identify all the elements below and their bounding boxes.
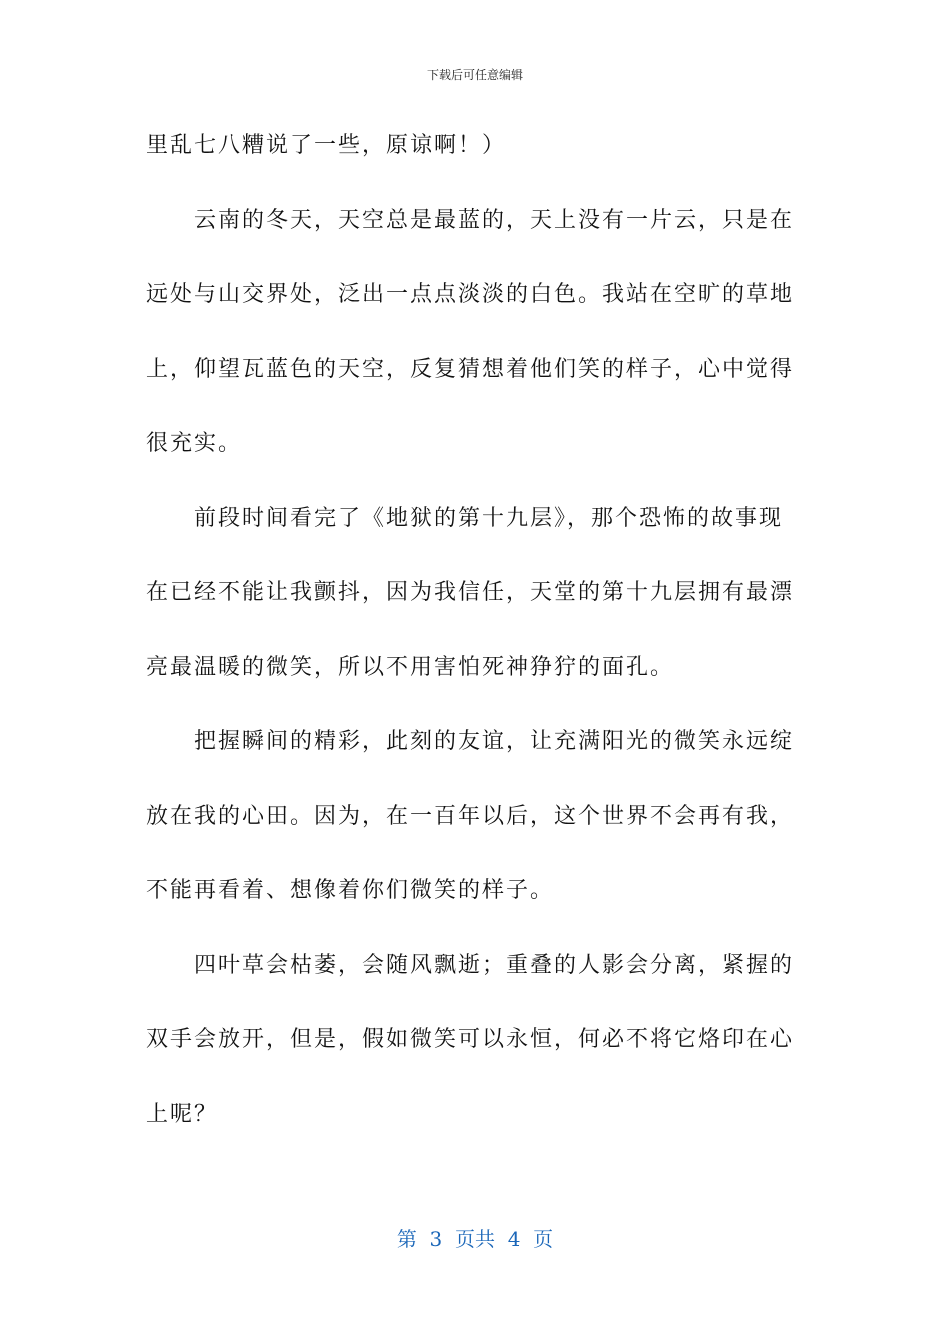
text-line: 双手会放开，但是，假如微笑可以永恒，何必不将它烙印在心	[146, 1027, 795, 1052]
text-line: 上，仰望瓦蓝色的天空，反复猜想着他们笑的样子，心中觉得	[146, 356, 795, 382]
text-line: 很充实。	[146, 431, 243, 456]
document-body	[146, 124, 806, 1167]
paragraph-first-line: 把握瞬间的精彩，此刻的友谊，让充满阳光的微笑永远绽	[194, 729, 795, 754]
text-line: 远处与山交界处，泛出一点点淡淡的白色。我站在空旷的草地	[146, 282, 795, 307]
text-line: 上呢？	[146, 1101, 219, 1127]
page-header: 下载后可任意编辑	[426, 68, 523, 82]
text-line: 不能再看着、想像着你们微笑的样子。	[146, 878, 555, 903]
text-line: 放在我的心田。因为，在一百年以后，这个世界不会再有我，	[146, 803, 795, 829]
page-number-footer: 第 3 页共 4 页	[396, 1227, 554, 1251]
paragraph-first-line: 四叶草会枯萎，会随风飘逝；重叠的人影会分离，紧握的	[194, 952, 795, 978]
paragraph-first-line: 云南的冬天，天空总是最蓝的，天上没有一片云，只是在	[194, 207, 795, 233]
paragraph-first-line: 前段时间看完了《地狱的第十九层》，那个恐怖的故事现	[194, 505, 784, 531]
text-line: 亮最温暖的微笑，所以不用害怕死神狰狞的面孔。	[146, 654, 675, 680]
text-line: 里乱七八糟说了一些，原谅啊！）	[146, 133, 507, 158]
text-line: 在已经不能让我颤抖，因为我信任，天堂的第十九层拥有最漂	[146, 580, 795, 605]
